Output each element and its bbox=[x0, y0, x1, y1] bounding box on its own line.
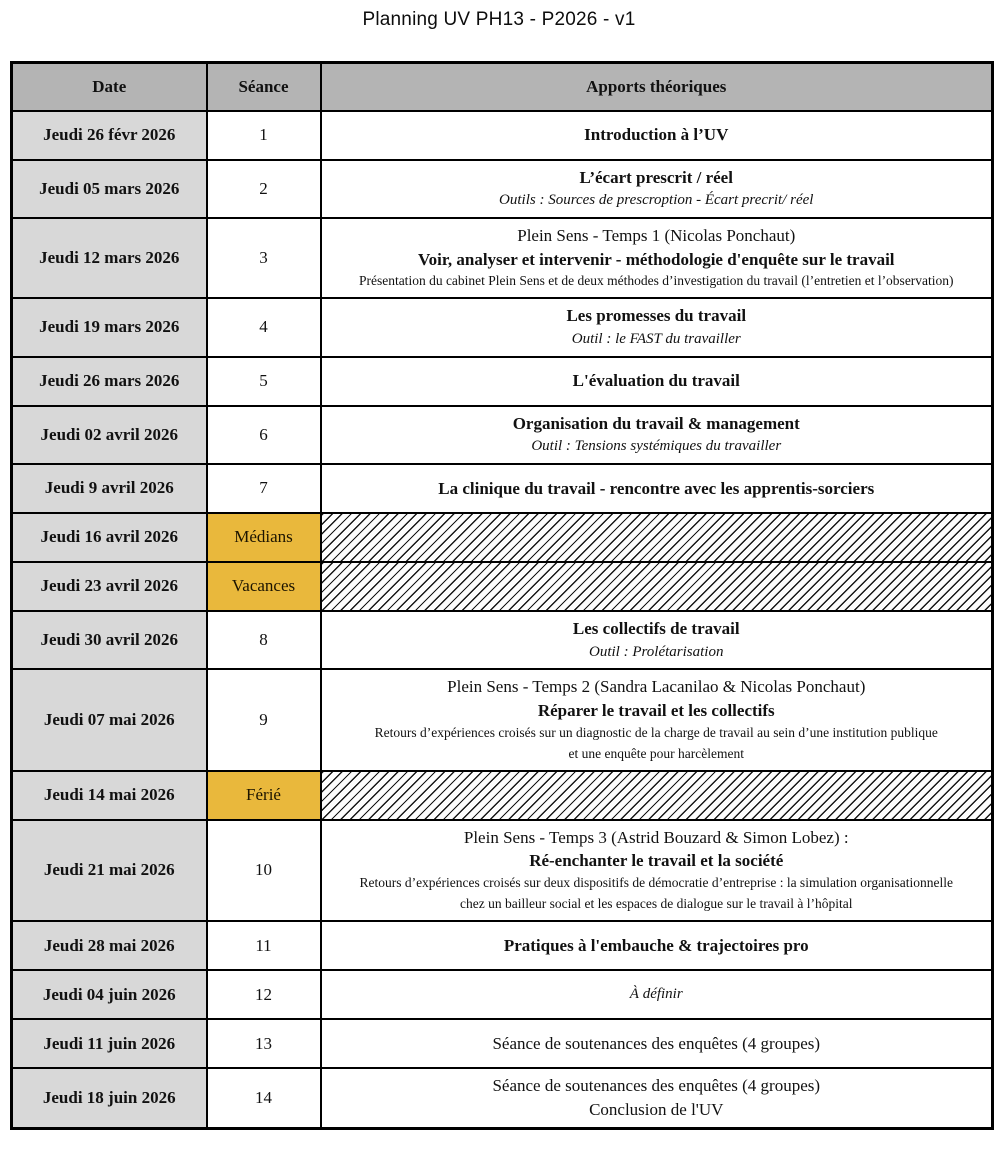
content-cell bbox=[321, 406, 993, 464]
content-cell bbox=[321, 921, 993, 970]
seance-cell: 13 bbox=[207, 1019, 321, 1068]
table-row bbox=[12, 970, 993, 1019]
date-cell: Jeudi 16 avril 2026 bbox=[12, 513, 207, 562]
content-line: chez un bailleur social et les espaces de dialogue sur le travail à l’hôpital bbox=[460, 896, 853, 912]
content-line: Plein Sens - Temps 2 (Sandra Lacanilao & Nicolas Ponchaut) bbox=[447, 677, 866, 697]
content-line: Séance de soutenances des enquêtes (4 groupes) bbox=[492, 1076, 821, 1096]
date-cell: Jeudi 23 avril 2026 bbox=[12, 562, 207, 611]
table-row bbox=[12, 160, 993, 218]
content-line: À définir bbox=[629, 986, 683, 1003]
hatched-cell bbox=[321, 771, 993, 820]
seance-cell: 12 bbox=[207, 970, 321, 1019]
content-line: Retours d’expériences croisés sur un diagnostic de la charge de travail au sein d’une institution publique bbox=[374, 724, 938, 740]
seance-cell: 6 bbox=[207, 406, 321, 464]
content-cell bbox=[321, 820, 993, 921]
content-line: Outil : Tensions systémiques du travailler bbox=[531, 438, 782, 455]
date-cell: Jeudi 04 juin 2026 bbox=[12, 970, 207, 1019]
seance-cell: 4 bbox=[207, 298, 321, 356]
seance-cell: 2 bbox=[207, 160, 321, 218]
table-row bbox=[12, 357, 993, 406]
content-line: Voir, analyser et intervenir - méthodologie d'enquête sur le travail bbox=[417, 249, 895, 269]
header-date: Date bbox=[12, 63, 207, 111]
content-line: Conclusion de l'UV bbox=[589, 1099, 724, 1119]
content-line: L’écart prescrit / réel bbox=[579, 167, 733, 187]
seance-cell: Vacances bbox=[207, 562, 321, 611]
content-cell bbox=[321, 464, 993, 513]
seance-cell: 3 bbox=[207, 218, 321, 299]
seance-cell: 5 bbox=[207, 357, 321, 406]
content-cell bbox=[321, 111, 993, 160]
seance-cell: 14 bbox=[207, 1068, 321, 1128]
content-line: Outil : le FAST du travailler bbox=[571, 331, 741, 348]
table-row bbox=[12, 820, 993, 921]
date-cell: Jeudi 18 juin 2026 bbox=[12, 1068, 207, 1128]
seance-cell: 8 bbox=[207, 611, 321, 669]
date-cell: Jeudi 28 mai 2026 bbox=[12, 921, 207, 970]
table-row bbox=[12, 406, 993, 464]
header-apports: Apports théoriques bbox=[321, 63, 993, 111]
date-cell: Jeudi 19 mars 2026 bbox=[12, 298, 207, 356]
table-row bbox=[12, 1019, 993, 1068]
content-line: Plein Sens - Temps 1 (Nicolas Ponchaut) bbox=[517, 225, 796, 245]
content-cell bbox=[321, 669, 993, 770]
table-row bbox=[12, 111, 993, 160]
planning-table bbox=[10, 61, 994, 1130]
table-row bbox=[12, 771, 993, 820]
header-row bbox=[12, 63, 993, 111]
table-row bbox=[12, 669, 993, 770]
seance-cell: 9 bbox=[207, 669, 321, 770]
seance-cell: 7 bbox=[207, 464, 321, 513]
date-cell: Jeudi 11 juin 2026 bbox=[12, 1019, 207, 1068]
table-row bbox=[12, 611, 993, 669]
table-row bbox=[12, 218, 993, 299]
content-line: Organisation du travail & management bbox=[512, 413, 800, 433]
content-cell bbox=[321, 298, 993, 356]
content-line: Introduction à l’UV bbox=[584, 125, 729, 145]
content-cell bbox=[321, 1068, 993, 1128]
content-line: Outils : Sources de prescroption - Écart precrit/ réel bbox=[499, 192, 814, 209]
content-line: et une enquête pour harcèlement bbox=[568, 745, 744, 761]
seance-cell: 10 bbox=[207, 820, 321, 921]
content-line: Présentation du cabinet Plein Sens et de deux méthodes d’investigation du travail (l’entretien et l’observation) bbox=[358, 273, 954, 289]
seance-cell: 11 bbox=[207, 921, 321, 970]
content-line: Réparer le travail et les collectifs bbox=[537, 701, 775, 720]
date-cell: Jeudi 12 mars 2026 bbox=[12, 218, 207, 299]
date-cell: Jeudi 02 avril 2026 bbox=[12, 406, 207, 464]
seance-cell: Férié bbox=[207, 771, 321, 820]
content-cell bbox=[321, 357, 993, 406]
content-line: Pratiques à l'embauche & trajectoires pro bbox=[503, 935, 809, 955]
content-cell bbox=[321, 160, 993, 218]
hatched-cell bbox=[321, 513, 993, 562]
page-title: Planning UV PH13 - P2026 - v1 bbox=[362, 9, 636, 30]
date-cell: Jeudi 30 avril 2026 bbox=[12, 611, 207, 669]
date-cell: Jeudi 14 mai 2026 bbox=[12, 771, 207, 820]
planning-table-header bbox=[12, 63, 993, 111]
date-cell: Jeudi 07 mai 2026 bbox=[12, 669, 207, 770]
content-line: Séance de soutenances des enquêtes (4 groupes) bbox=[492, 1033, 821, 1053]
header-seance: Séance bbox=[207, 63, 321, 111]
table-row bbox=[12, 562, 993, 611]
date-cell: Jeudi 21 mai 2026 bbox=[12, 820, 207, 921]
planning-table-body bbox=[12, 111, 993, 1129]
content-cell bbox=[321, 218, 993, 299]
content-cell bbox=[321, 1019, 993, 1068]
seance-cell: 1 bbox=[207, 111, 321, 160]
date-cell: Jeudi 05 mars 2026 bbox=[12, 160, 207, 218]
hatched-cell bbox=[321, 562, 993, 611]
date-cell: Jeudi 26 mars 2026 bbox=[12, 357, 207, 406]
seance-cell: Médians bbox=[207, 513, 321, 562]
content-line: Les collectifs de travail bbox=[572, 618, 740, 638]
content-line: Retours d’expériences croisés sur deux dispositifs de démocratie d’entreprise : la simulation organisationnelle bbox=[359, 875, 954, 891]
table-row bbox=[12, 1068, 993, 1128]
table-row bbox=[12, 921, 993, 970]
content-cell bbox=[321, 611, 993, 669]
content-line: La clinique du travail - rencontre avec les apprentis-sorciers bbox=[438, 478, 875, 498]
content-line: Les promesses du travail bbox=[566, 306, 747, 326]
table-row bbox=[12, 513, 993, 562]
table-row bbox=[12, 464, 993, 513]
content-line: Plein Sens - Temps 3 (Astrid Bouzard & Simon Lobez) : bbox=[463, 827, 849, 847]
date-cell: Jeudi 9 avril 2026 bbox=[12, 464, 207, 513]
content-line: Outil : Prolétarisation bbox=[589, 643, 724, 660]
content-line: Ré-enchanter le travail et la société bbox=[529, 851, 784, 871]
table-row bbox=[12, 298, 993, 356]
date-cell: Jeudi 26 févr 2026 bbox=[12, 111, 207, 160]
content-line: L'évaluation du travail bbox=[572, 371, 740, 391]
content-cell bbox=[321, 970, 993, 1019]
